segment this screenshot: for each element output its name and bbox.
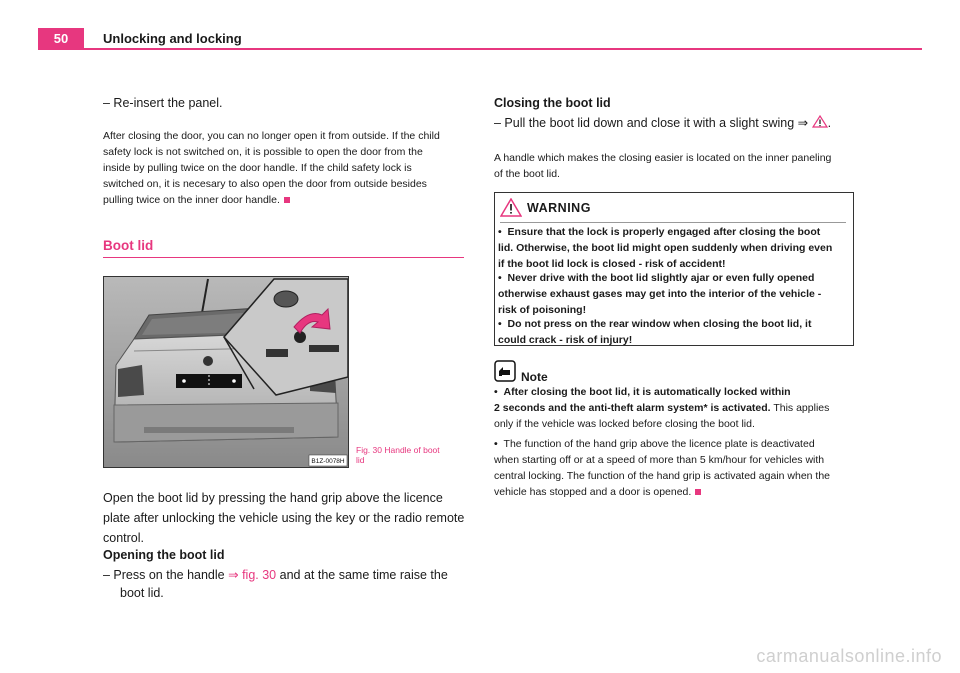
opening-step-line — [103, 566, 473, 584]
warning-line: risk of poisoning! — [498, 304, 587, 316]
closing-step: – Pull the boot lid down and close it with a slight swing ⇒ . — [494, 116, 832, 130]
bullet-icon: • — [494, 386, 498, 398]
page-title: Unlocking and locking — [103, 31, 242, 46]
warning-line: otherwise exhaust gases may get into the interior of the vehicle - — [498, 288, 822, 300]
caption-line: Fig. 30 Handle of boot — [356, 445, 440, 455]
warning-triangle-icon — [500, 198, 522, 217]
end-marker-icon — [695, 489, 701, 495]
end-marker-icon — [284, 197, 290, 203]
warning-line: if the boot lid lock is closed - risk of accident! — [498, 258, 726, 270]
door-line: inside by pulling twice on the door handle. If the child safety lock is — [103, 162, 412, 174]
car-rear-illustration — [104, 277, 348, 467]
bullet-icon: • — [494, 438, 498, 450]
boot-lid-figure — [103, 276, 349, 468]
closing-step-text: – Pull the boot lid down and close it with a slight swing — [494, 116, 795, 130]
door-line: safety lock is not switched on, it is possible to open the door from the — [103, 146, 423, 158]
bullet-icon: • — [498, 318, 502, 330]
warning-line: Never drive with the boot lid slightly ajar or even fully opened — [507, 272, 815, 284]
opening-heading: Opening the boot lid — [103, 548, 225, 562]
caption-line: lid — [356, 455, 365, 465]
warning-line: could crack - risk of injury! — [498, 334, 633, 346]
warning-line: Ensure that the lock is properly engaged after closing the boot — [507, 226, 821, 238]
note-title: Note — [521, 370, 548, 384]
header-rule — [38, 48, 922, 50]
note-line: The function of the hand grip above the licence plate is deactivated — [503, 438, 815, 450]
bullet-icon: • — [498, 272, 502, 284]
open-paragraph — [103, 488, 473, 548]
opening-step — [103, 566, 473, 602]
warning-rule — [500, 222, 846, 223]
fig-link[interactable]: fig. 30 — [242, 568, 277, 582]
opening-step-text: and at the same time raise the — [279, 568, 448, 582]
door-line — [103, 192, 468, 208]
reinsert-step: – Re-insert the panel. — [103, 96, 223, 110]
opening-step-cont: boot lid. — [120, 586, 164, 600]
ref-arrow-icon: ⇒ — [797, 116, 809, 130]
opening-step-text: – Press on the handle — [103, 568, 225, 582]
handle-line: of the boot lid. — [494, 168, 560, 180]
note-line: central locking. The function of the hand grip is activated again when the — [494, 470, 831, 482]
warning-triangle-icon — [812, 115, 828, 128]
note-line: After closing the boot lid, it is automatically locked within — [503, 386, 791, 398]
handle-line: A handle which makes the closing easier is located on the inner paneling — [494, 152, 832, 164]
ref-arrow-icon: ⇒ — [228, 568, 239, 582]
note-line: only if the vehicle was locked before closing the boot lid. — [494, 418, 755, 430]
open-line: plate after unlocking the vehicle using the key or the radio remote — [103, 511, 465, 525]
door-line: switched on, it is necesary to also open the door from outside besides — [103, 178, 427, 190]
door-paragraph — [103, 128, 468, 208]
figure-caption — [356, 445, 466, 465]
warning-item — [498, 224, 850, 272]
note-line: when starting off or at a speed of more than 5 km/hour for vehicles with — [494, 454, 825, 466]
section-rule — [103, 257, 464, 258]
open-line: control. — [103, 531, 144, 545]
note-item-2 — [494, 436, 864, 500]
page-number: 50 — [38, 28, 84, 50]
note-icon — [494, 360, 516, 382]
warning-title: WARNING — [527, 201, 591, 215]
warning-item — [498, 316, 850, 348]
door-line-text: pulling twice on the inner door handle. — [103, 194, 280, 206]
note-line: 2 seconds and the anti-theft alarm system* is activated. — [494, 402, 771, 414]
note-line: vehicle has stopped and a door is opened. — [494, 486, 692, 498]
handle-paragraph — [494, 150, 864, 182]
door-line: After closing the door, you can no longer open it from outside. If the child — [103, 130, 440, 142]
figure-code: B1Z-0078H — [311, 458, 345, 465]
open-line: Open the boot lid by pressing the hand grip above the licence — [103, 491, 443, 505]
watermark: carmanualsonline.info — [756, 646, 942, 666]
warning-line: lid. Otherwise, the boot lid might open suddenly when driving even — [498, 242, 833, 254]
bullet-icon: • — [498, 226, 502, 238]
closing-heading: Closing the boot lid — [494, 96, 611, 110]
warning-line: Do not press on the rear window when closing the boot lid, it — [507, 318, 812, 330]
note-item-1 — [494, 384, 864, 432]
section-title: Boot lid — [103, 238, 154, 253]
warning-item — [498, 270, 850, 318]
note-line: This applies — [770, 402, 830, 414]
